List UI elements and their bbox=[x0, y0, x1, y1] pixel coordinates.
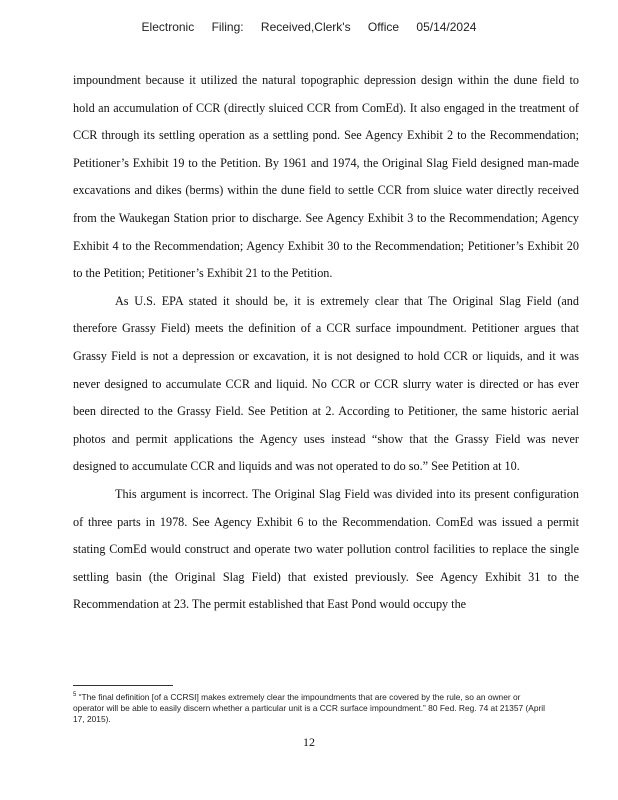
header-office: Office bbox=[367, 20, 400, 34]
header-filing: Filing: bbox=[211, 20, 244, 34]
footnote-divider bbox=[73, 685, 173, 686]
document-body bbox=[73, 67, 579, 619]
header-electronic: Electronic bbox=[141, 20, 195, 34]
header-received: Received,Clerk's bbox=[260, 20, 351, 34]
paragraph-continued: impoundment because it utilized the natural topographic depression design within the dune field to hold an accumulation of CCR (directly sluiced CCR from ComEd). It also engaged in the treatment of CCR through its settling operation as a settling pond. See Agency Exhibit 2 to the Recommendation; Petitioner’s Exhibit 19 to the Petition. By 1961 and 1974, the Original Slag Field designed man-made excavations and dikes (berms) within the dune field to settle CCR from sluice water directly received from the Waukegan Station prior to discharge. See Agency Exhibit 3 to the Recommendation; Agency Exhibit 4 to the Recommendation; Agency Exhibit 30 to the Recommendation; Petitioner’s Exhibit 20 to the Petition; Petitioner’s Exhibit 21 to the Petition. bbox=[73, 73, 579, 281]
footnote-text: “The final definition [of a CCRSI] makes extremely clear the impoundments that are covered by the rule, so an owner or operator will be able to easily discern whether a particular unit is a CCR surface impoundment.” 80 Fed. Reg. 74 at 21357 (April 17, 2015). bbox=[73, 691, 546, 724]
header-date: 05/14/2024 bbox=[416, 20, 477, 34]
page-number: 12 bbox=[303, 735, 315, 749]
paragraph-epa: As U.S. EPA stated it should be, it is extremely clear that The Original Slag Field (and therefore Grassy Field) meets the definition of a CCR surface impoundment. Petitioner argues that Grassy Field is not a depression or excavation, it is not designed to hold CCR or liquids, and it was never designed to accumulate CCR and liquid. No CCR or CCR slurry water is directed or has ever been directed to the Grassy Field. See Petition at 2. According to Petitioner, the same historic aerial photos and permit applications the Agency uses instead “show that the Grassy Field was never designed to accumulate CCR and liquids and was not operated to do so.” See Petition at 10. bbox=[73, 293, 579, 474]
footnote bbox=[73, 690, 553, 725]
filing-header bbox=[0, 20, 618, 34]
paragraph-argument: This argument is incorrect. The Original Slag Field was divided into its present configuration of three parts in 1978. See Agency Exhibit 6 to the Recommendation. ComEd was issued a permit stating ComEd would construct and operate two water pollution control facilities to replace the single settling basin (the Original Slag Field) that existed previously. See Agency Exhibit 31 to the Recommendation at 23. The permit established that East Pond would occupy the bbox=[73, 486, 579, 612]
footnote-marker: 5 bbox=[73, 692, 77, 698]
